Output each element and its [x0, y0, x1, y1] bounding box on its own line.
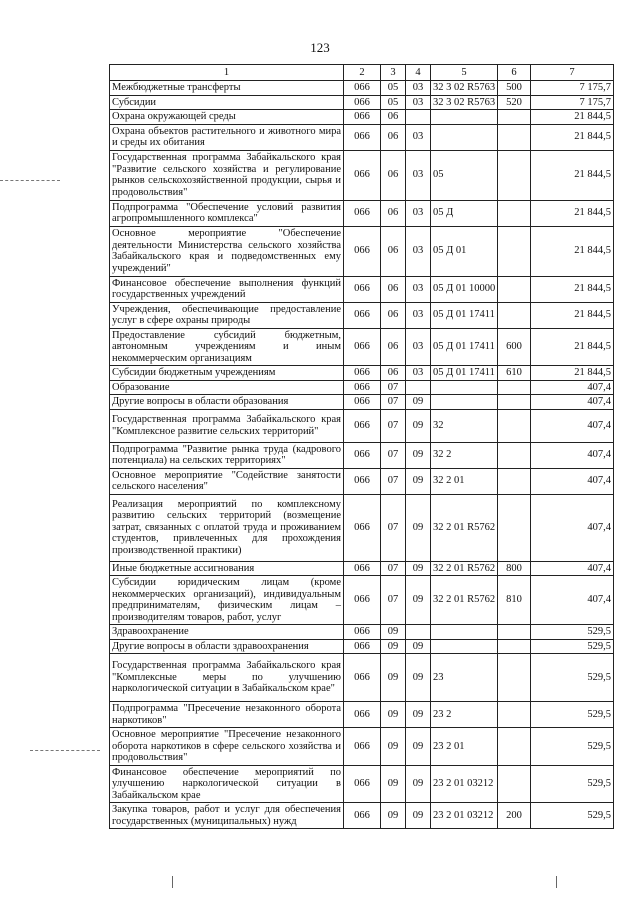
header-col-5: 5: [431, 65, 498, 81]
row-code-target: 05 Д 01 17411: [431, 366, 498, 381]
row-code-admin: 066: [344, 702, 381, 728]
row-code-section: 05: [381, 81, 406, 96]
table-row: [110, 366, 614, 381]
row-code-section: 07: [381, 442, 406, 468]
row-name: Межбюджетные трансферты: [110, 81, 344, 96]
row-name: Государственная программа Забайкальского края "Развитие сельского хозяйства и регулирование рынков сельскохозяйственной продукции, сырья и продовольствия": [110, 150, 344, 200]
row-amount: 7 175,7: [531, 81, 614, 96]
row-code-section: 09: [381, 654, 406, 702]
row-code-admin: 066: [344, 494, 381, 561]
row-code-target: 32 3 02 R5763: [431, 95, 498, 110]
row-name: Закупка товаров, работ и услуг для обеспечения государственных (муниципальных) нужд: [110, 803, 344, 829]
row-code-expense-type: [498, 110, 531, 125]
row-name: Предоставление субсидий бюджетным, автономным учреждениям и иным некоммерческим организациям: [110, 328, 344, 366]
row-code-section: 09: [381, 765, 406, 803]
margin-dash-top: [0, 180, 60, 181]
table-row: [110, 625, 614, 640]
row-name: Охрана окружающей среды: [110, 110, 344, 125]
row-code-subsection: 09: [406, 654, 431, 702]
row-code-section: 06: [381, 276, 406, 302]
row-amount: 529,5: [531, 765, 614, 803]
row-code-target: 05 Д: [431, 200, 498, 226]
row-name: Здравоохранение: [110, 625, 344, 640]
header-col-2: 2: [344, 65, 381, 81]
row-code-expense-type: [498, 442, 531, 468]
row-code-section: 06: [381, 226, 406, 276]
row-code-target: 23 2 01: [431, 728, 498, 766]
row-code-target: 32 2 01 R5762: [431, 561, 498, 576]
row-code-admin: 066: [344, 468, 381, 494]
row-name: Подпрограмма "Развитие рынка труда (кадрового потенциала) на сельских территориях": [110, 442, 344, 468]
table-body: [110, 81, 614, 829]
row-code-target: 23 2: [431, 702, 498, 728]
row-code-target: [431, 124, 498, 150]
row-code-target: 05 Д 01 17411: [431, 302, 498, 328]
row-amount: 21 844,5: [531, 150, 614, 200]
table-row: [110, 380, 614, 395]
row-code-admin: 066: [344, 728, 381, 766]
row-code-expense-type: [498, 654, 531, 702]
row-name: Учреждения, обеспечивающие предоставление услуг в сфере охраны природы: [110, 302, 344, 328]
row-code-target: 23: [431, 654, 498, 702]
row-amount: 407,4: [531, 409, 614, 442]
row-name: Государственная программа Забайкальского края "Комплексные меры по улучшению наркологической ситуации в Забайкальском крае": [110, 654, 344, 702]
row-code-subsection: 03: [406, 200, 431, 226]
row-code-expense-type: [498, 276, 531, 302]
row-amount: 21 844,5: [531, 276, 614, 302]
row-code-expense-type: [498, 625, 531, 640]
budget-table: [109, 64, 614, 829]
row-amount: 21 844,5: [531, 366, 614, 381]
row-code-target: 32 2 01 R5762: [431, 576, 498, 625]
row-code-admin: 066: [344, 639, 381, 654]
table-row: [110, 702, 614, 728]
row-code-admin: 066: [344, 328, 381, 366]
row-code-expense-type: 500: [498, 81, 531, 96]
row-code-expense-type: [498, 468, 531, 494]
row-code-section: 09: [381, 702, 406, 728]
row-code-target: 32: [431, 409, 498, 442]
table-row: [110, 124, 614, 150]
header-col-7: 7: [531, 65, 614, 81]
row-code-expense-type: 800: [498, 561, 531, 576]
row-code-admin: 066: [344, 226, 381, 276]
table-header-row: [110, 65, 614, 81]
row-code-subsection: 09: [406, 395, 431, 410]
row-code-expense-type: 810: [498, 576, 531, 625]
table-row: [110, 728, 614, 766]
row-code-target: 05 Д 01 10000: [431, 276, 498, 302]
row-name: Охрана объектов растительного и животного мира и среды их обитания: [110, 124, 344, 150]
row-code-admin: 066: [344, 803, 381, 829]
table-row: [110, 395, 614, 410]
row-code-expense-type: [498, 494, 531, 561]
row-code-target: 05: [431, 150, 498, 200]
row-code-target: [431, 639, 498, 654]
row-code-subsection: 09: [406, 409, 431, 442]
row-amount: 407,4: [531, 468, 614, 494]
row-amount: 21 844,5: [531, 226, 614, 276]
table-row: [110, 110, 614, 125]
row-code-section: 09: [381, 625, 406, 640]
row-amount: 21 844,5: [531, 302, 614, 328]
row-code-subsection: 09: [406, 442, 431, 468]
table-row: [110, 226, 614, 276]
row-code-admin: 066: [344, 576, 381, 625]
row-code-section: 09: [381, 803, 406, 829]
row-code-admin: 066: [344, 380, 381, 395]
row-name: Подпрограмма "Обеспечение условий развития агропромышленного комплекса": [110, 200, 344, 226]
row-name: Образование: [110, 380, 344, 395]
row-code-section: 07: [381, 468, 406, 494]
row-amount: 21 844,5: [531, 110, 614, 125]
row-code-expense-type: [498, 150, 531, 200]
row-amount: 529,5: [531, 803, 614, 829]
row-code-section: 06: [381, 302, 406, 328]
row-code-subsection: 09: [406, 468, 431, 494]
row-code-expense-type: [498, 200, 531, 226]
row-code-subsection: 09: [406, 494, 431, 561]
row-code-expense-type: 200: [498, 803, 531, 829]
table-row: [110, 200, 614, 226]
table-row: [110, 276, 614, 302]
table-row: [110, 468, 614, 494]
row-code-subsection: [406, 380, 431, 395]
row-code-expense-type: [498, 728, 531, 766]
row-code-subsection: 09: [406, 576, 431, 625]
row-code-admin: 066: [344, 409, 381, 442]
row-amount: 21 844,5: [531, 124, 614, 150]
row-code-subsection: [406, 625, 431, 640]
row-name: Государственная программа Забайкальского края "Комплексное развитие сельских территорий": [110, 409, 344, 442]
table-row: [110, 328, 614, 366]
row-code-target: [431, 110, 498, 125]
row-code-subsection: [406, 110, 431, 125]
row-name: Финансовое обеспечение мероприятий по улучшению наркологической ситуации в Забайкальском крае: [110, 765, 344, 803]
row-code-target: 32 3 02 R5763: [431, 81, 498, 96]
row-amount: 529,5: [531, 728, 614, 766]
table-row: [110, 150, 614, 200]
row-code-target: [431, 380, 498, 395]
row-name: Другие вопросы в области здравоохранения: [110, 639, 344, 654]
row-code-admin: 066: [344, 302, 381, 328]
row-amount: 407,4: [531, 494, 614, 561]
row-code-section: 07: [381, 380, 406, 395]
row-amount: 407,4: [531, 561, 614, 576]
row-code-subsection: 09: [406, 728, 431, 766]
row-code-target: 32 2 01: [431, 468, 498, 494]
row-amount: 407,4: [531, 380, 614, 395]
row-amount: 407,4: [531, 442, 614, 468]
row-code-section: 06: [381, 110, 406, 125]
row-code-section: 07: [381, 409, 406, 442]
row-code-target: 23 2 01 03212: [431, 765, 498, 803]
table-row: [110, 494, 614, 561]
row-code-expense-type: 610: [498, 366, 531, 381]
row-code-target: 23 2 01 03212: [431, 803, 498, 829]
row-code-admin: 066: [344, 110, 381, 125]
row-name: Основное мероприятие "Обеспечение деятельности Министерства сельского хозяйства Забайкальского края и подведомственных ему учреждений": [110, 226, 344, 276]
row-code-section: 07: [381, 576, 406, 625]
table-row: [110, 765, 614, 803]
row-amount: 21 844,5: [531, 200, 614, 226]
table-row: [110, 803, 614, 829]
row-code-section: 09: [381, 728, 406, 766]
row-code-target: [431, 395, 498, 410]
row-code-expense-type: [498, 302, 531, 328]
row-code-admin: 066: [344, 200, 381, 226]
row-code-expense-type: [498, 765, 531, 803]
row-code-expense-type: [498, 395, 531, 410]
row-code-admin: 066: [344, 654, 381, 702]
row-code-target: [431, 625, 498, 640]
row-code-expense-type: 600: [498, 328, 531, 366]
row-name: Субсидии бюджетным учреждениям: [110, 366, 344, 381]
row-code-admin: 066: [344, 95, 381, 110]
row-name: Субсидии юридическим лицам (кроме некоммерческих организаций), индивидуальным предпринимателям, физическим лицам – производителям товаров, работ, услуг: [110, 576, 344, 625]
row-code-expense-type: [498, 639, 531, 654]
row-code-admin: 066: [344, 765, 381, 803]
table-row: [110, 561, 614, 576]
row-amount: 529,5: [531, 625, 614, 640]
row-amount: 21 844,5: [531, 328, 614, 366]
row-amount: 407,4: [531, 395, 614, 410]
row-code-subsection: 09: [406, 765, 431, 803]
row-code-admin: 066: [344, 442, 381, 468]
row-code-section: 06: [381, 124, 406, 150]
row-code-admin: 066: [344, 150, 381, 200]
margin-dash-bottom: [30, 750, 100, 751]
row-code-expense-type: [498, 702, 531, 728]
row-code-section: 09: [381, 639, 406, 654]
row-code-subsection: 09: [406, 639, 431, 654]
row-code-subsection: 09: [406, 803, 431, 829]
row-code-section: 07: [381, 395, 406, 410]
row-code-subsection: 03: [406, 95, 431, 110]
row-amount: 529,5: [531, 654, 614, 702]
table-row: [110, 95, 614, 110]
row-code-admin: 066: [344, 561, 381, 576]
row-code-target: 05 Д 01: [431, 226, 498, 276]
table-row: [110, 409, 614, 442]
row-code-admin: 066: [344, 81, 381, 96]
row-amount: 407,4: [531, 576, 614, 625]
row-code-admin: 066: [344, 395, 381, 410]
row-name: Иные бюджетные ассигнования: [110, 561, 344, 576]
row-code-section: 06: [381, 150, 406, 200]
row-amount: 529,5: [531, 702, 614, 728]
row-code-section: 06: [381, 366, 406, 381]
row-code-section: 06: [381, 328, 406, 366]
row-amount: 7 175,7: [531, 95, 614, 110]
row-name: Основное мероприятие "Содействие занятости сельского населения": [110, 468, 344, 494]
row-code-section: 06: [381, 200, 406, 226]
row-code-subsection: 03: [406, 124, 431, 150]
table-row: [110, 639, 614, 654]
row-code-section: 07: [381, 561, 406, 576]
row-code-admin: 066: [344, 276, 381, 302]
row-code-target: 05 Д 01 17411: [431, 328, 498, 366]
row-code-subsection: 03: [406, 226, 431, 276]
row-name: Подпрограмма "Пресечение незаконного оборота наркотиков": [110, 702, 344, 728]
header-col-4: 4: [406, 65, 431, 81]
row-code-expense-type: 520: [498, 95, 531, 110]
row-code-subsection: 03: [406, 276, 431, 302]
row-code-section: 07: [381, 494, 406, 561]
table-row: [110, 576, 614, 625]
row-code-admin: 066: [344, 366, 381, 381]
row-code-subsection: 03: [406, 81, 431, 96]
row-code-subsection: 03: [406, 366, 431, 381]
row-code-section: 05: [381, 95, 406, 110]
row-code-expense-type: [498, 380, 531, 395]
table-row: [110, 442, 614, 468]
row-code-subsection: 03: [406, 302, 431, 328]
row-name: Другие вопросы в области образования: [110, 395, 344, 410]
row-code-target: 32 2 01 R5762: [431, 494, 498, 561]
table-row: [110, 81, 614, 96]
row-code-expense-type: [498, 226, 531, 276]
row-code-subsection: 09: [406, 561, 431, 576]
header-col-3: 3: [381, 65, 406, 81]
row-code-admin: 066: [344, 625, 381, 640]
scan-mark-right: [556, 876, 557, 888]
row-code-admin: 066: [344, 124, 381, 150]
row-name: Основное мероприятие "Пресечение незаконного оборота наркотиков в сфере сельского хозяйства и продовольствия": [110, 728, 344, 766]
row-code-target: 32 2: [431, 442, 498, 468]
header-col-6: 6: [498, 65, 531, 81]
row-code-subsection: 03: [406, 150, 431, 200]
row-name: Реализация мероприятий по комплексному развитию сельских территорий (возмещение затрат, связанных с оплатой труда и проживанием студентов, привлеченных для прохождения производственной практики): [110, 494, 344, 561]
row-name: Субсидии: [110, 95, 344, 110]
row-code-subsection: 03: [406, 328, 431, 366]
row-code-expense-type: [498, 124, 531, 150]
page-number: 123: [310, 40, 330, 55]
row-code-subsection: 09: [406, 702, 431, 728]
row-code-expense-type: [498, 409, 531, 442]
scan-mark-left: [172, 876, 173, 888]
table-row: [110, 654, 614, 702]
header-col-1: 1: [110, 65, 344, 81]
row-amount: 529,5: [531, 639, 614, 654]
table-row: [110, 302, 614, 328]
row-name: Финансовое обеспечение выполнения функций государственных учреждений: [110, 276, 344, 302]
